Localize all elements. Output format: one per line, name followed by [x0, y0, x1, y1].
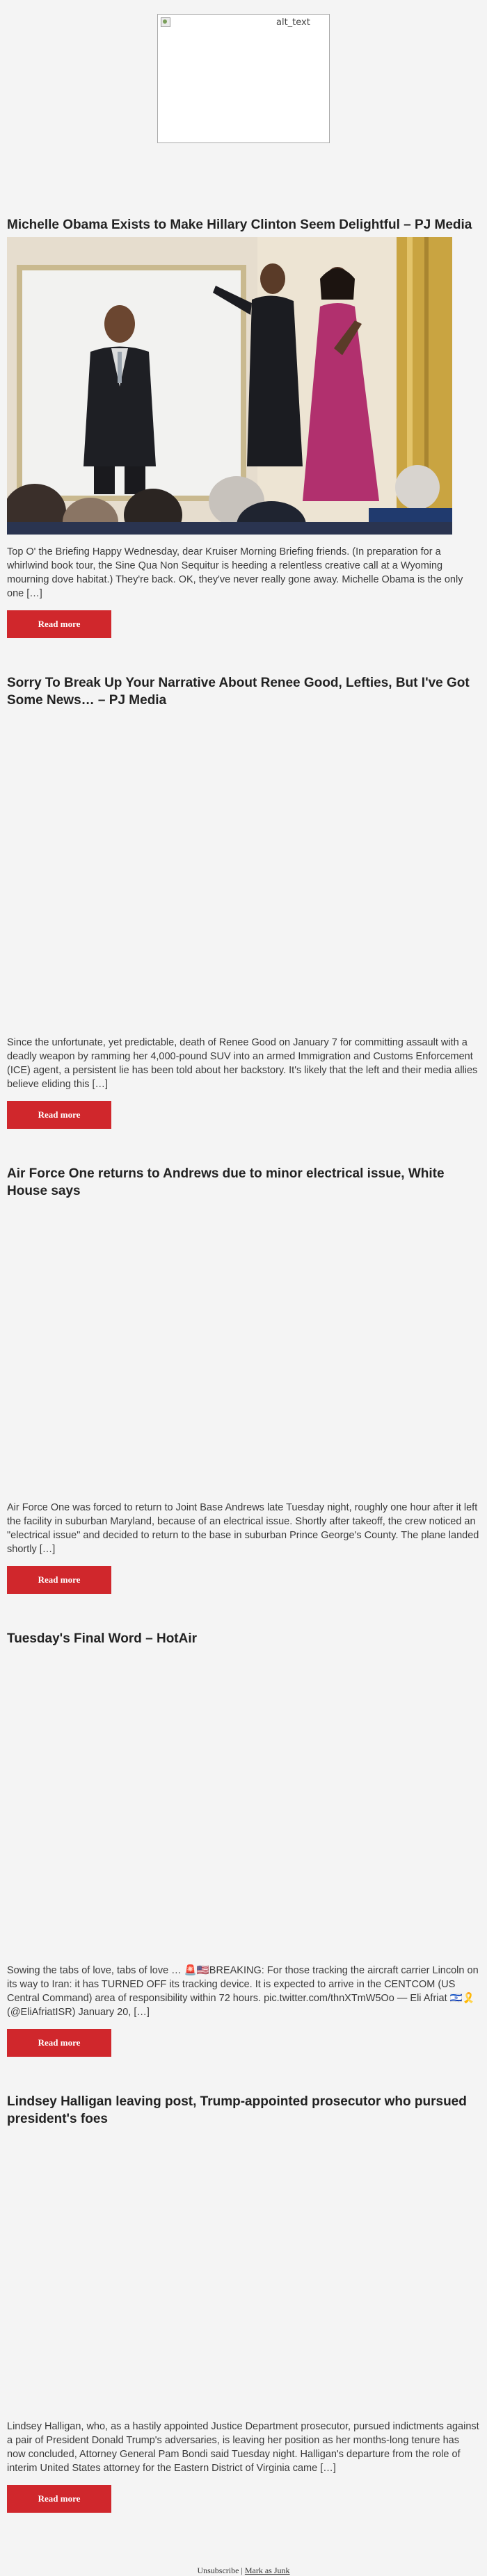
unsubscribe-link[interactable]: Unsubscribe [197, 2566, 239, 2575]
newsletter [7, 0, 480, 2576]
article-3 [7, 1165, 480, 1594]
article-excerpt: Lindsey Halligan, who, as a hastily appointed Justice Department prosecutor, pursued indictments against a pair of President Donald Trump's adversaries, is leaving her position as her months-long tenure has now concluded, Attorney General Pam Bondi said Tuesday night. Halligan's departure from the role of interim United States attorney for the Eastern District of Virginia came […] [7, 2421, 479, 2474]
broken-image-icon [161, 17, 170, 27]
article-excerpt: Since the unfortunate, yet predictable, death of Renee Good on January 7 for committing assault with a deadly weapon by ramming her 4,000-pound SUV into an armed Immigration and Customs Enforcement (ICE) agent, a persistent lie has been told about her backstory. It's likely that the left and their media allies believe eliding this […] [7, 1037, 478, 1090]
logo-alt-text: alt_text [276, 17, 310, 28]
article-excerpt: Sowing the tabs of love, tabs of love … 🚨🇺🇸BREAKING: For those tracking the aircraft carrier Lincoln on its way to Iran: it has TURNED OFF its tracking device. It is expected to arrive in the CENTCOM (US Central Command) area of responsibility within 72 hours. pic.twitter.com/thnXTmW5Oo — Eli Afriat 🇮🇱🎗️ (@EliAfriatISR) January 20, […] [7, 1965, 479, 2018]
article-excerpt: Top O' the Briefing Happy Wednesday, dear Kruiser Morning Briefing friends. (In preparation for a whirlwind book tour, the Sine Qua Non Sequitur is heeding a relentless creative call at a Wyoming mourning dove habitat.) They're back. OK, they've never really gone away. Michelle Obama is the only one […] [7, 546, 463, 599]
read-more-button[interactable]: Read more [7, 1101, 111, 1129]
read-more-button[interactable]: Read more [7, 2029, 111, 2057]
portrait-unveiling-photo [7, 237, 452, 535]
read-more-button[interactable]: Read more [7, 1566, 111, 1594]
article-image-placeholder [7, 1200, 452, 1501]
article-1 [7, 216, 480, 638]
footer-separator: | [239, 2566, 245, 2575]
article-2 [7, 674, 480, 1129]
article-image-placeholder [7, 709, 452, 1036]
footer [7, 2566, 480, 2576]
article-title[interactable]: Lindsey Halligan leaving post, Trump-appointed prosecutor who pursued president's foes [7, 2094, 467, 2126]
article-image[interactable] [7, 237, 452, 535]
logo-image [157, 14, 330, 143]
article-title[interactable]: Sorry To Break Up Your Narrative About Renee Good, Lefties, But I've Got Some News… – PJ Media [7, 676, 470, 708]
mark-as-junk-link[interactable]: Mark as Junk [244, 2566, 290, 2575]
article-image-placeholder [7, 1647, 452, 1964]
article-title[interactable]: Michelle Obama Exists to Make Hillary Clinton Seem Delightful – PJ Media [7, 218, 472, 232]
article-title[interactable]: Air Force One returns to Andrews due to minor electrical issue, White House says [7, 1166, 445, 1198]
article-image-placeholder [7, 2128, 452, 2420]
read-more-button[interactable]: Read more [7, 2485, 111, 2513]
read-more-button[interactable]: Read more [7, 610, 111, 638]
article-4 [7, 1630, 480, 2057]
article-5 [7, 2093, 480, 2513]
article-title[interactable]: Tuesday's Final Word – HotAir [7, 1631, 198, 1646]
article-excerpt: Air Force One was forced to return to Joint Base Andrews late Tuesday night, roughly one hour after it left the facility in suburban Maryland, because of an electrical issue. Shortly after takeoff, the crew noticed an "electrical issue" and decided to return to the base in suburban Prince George's County. The plane landed shortly […] [7, 1502, 479, 1555]
